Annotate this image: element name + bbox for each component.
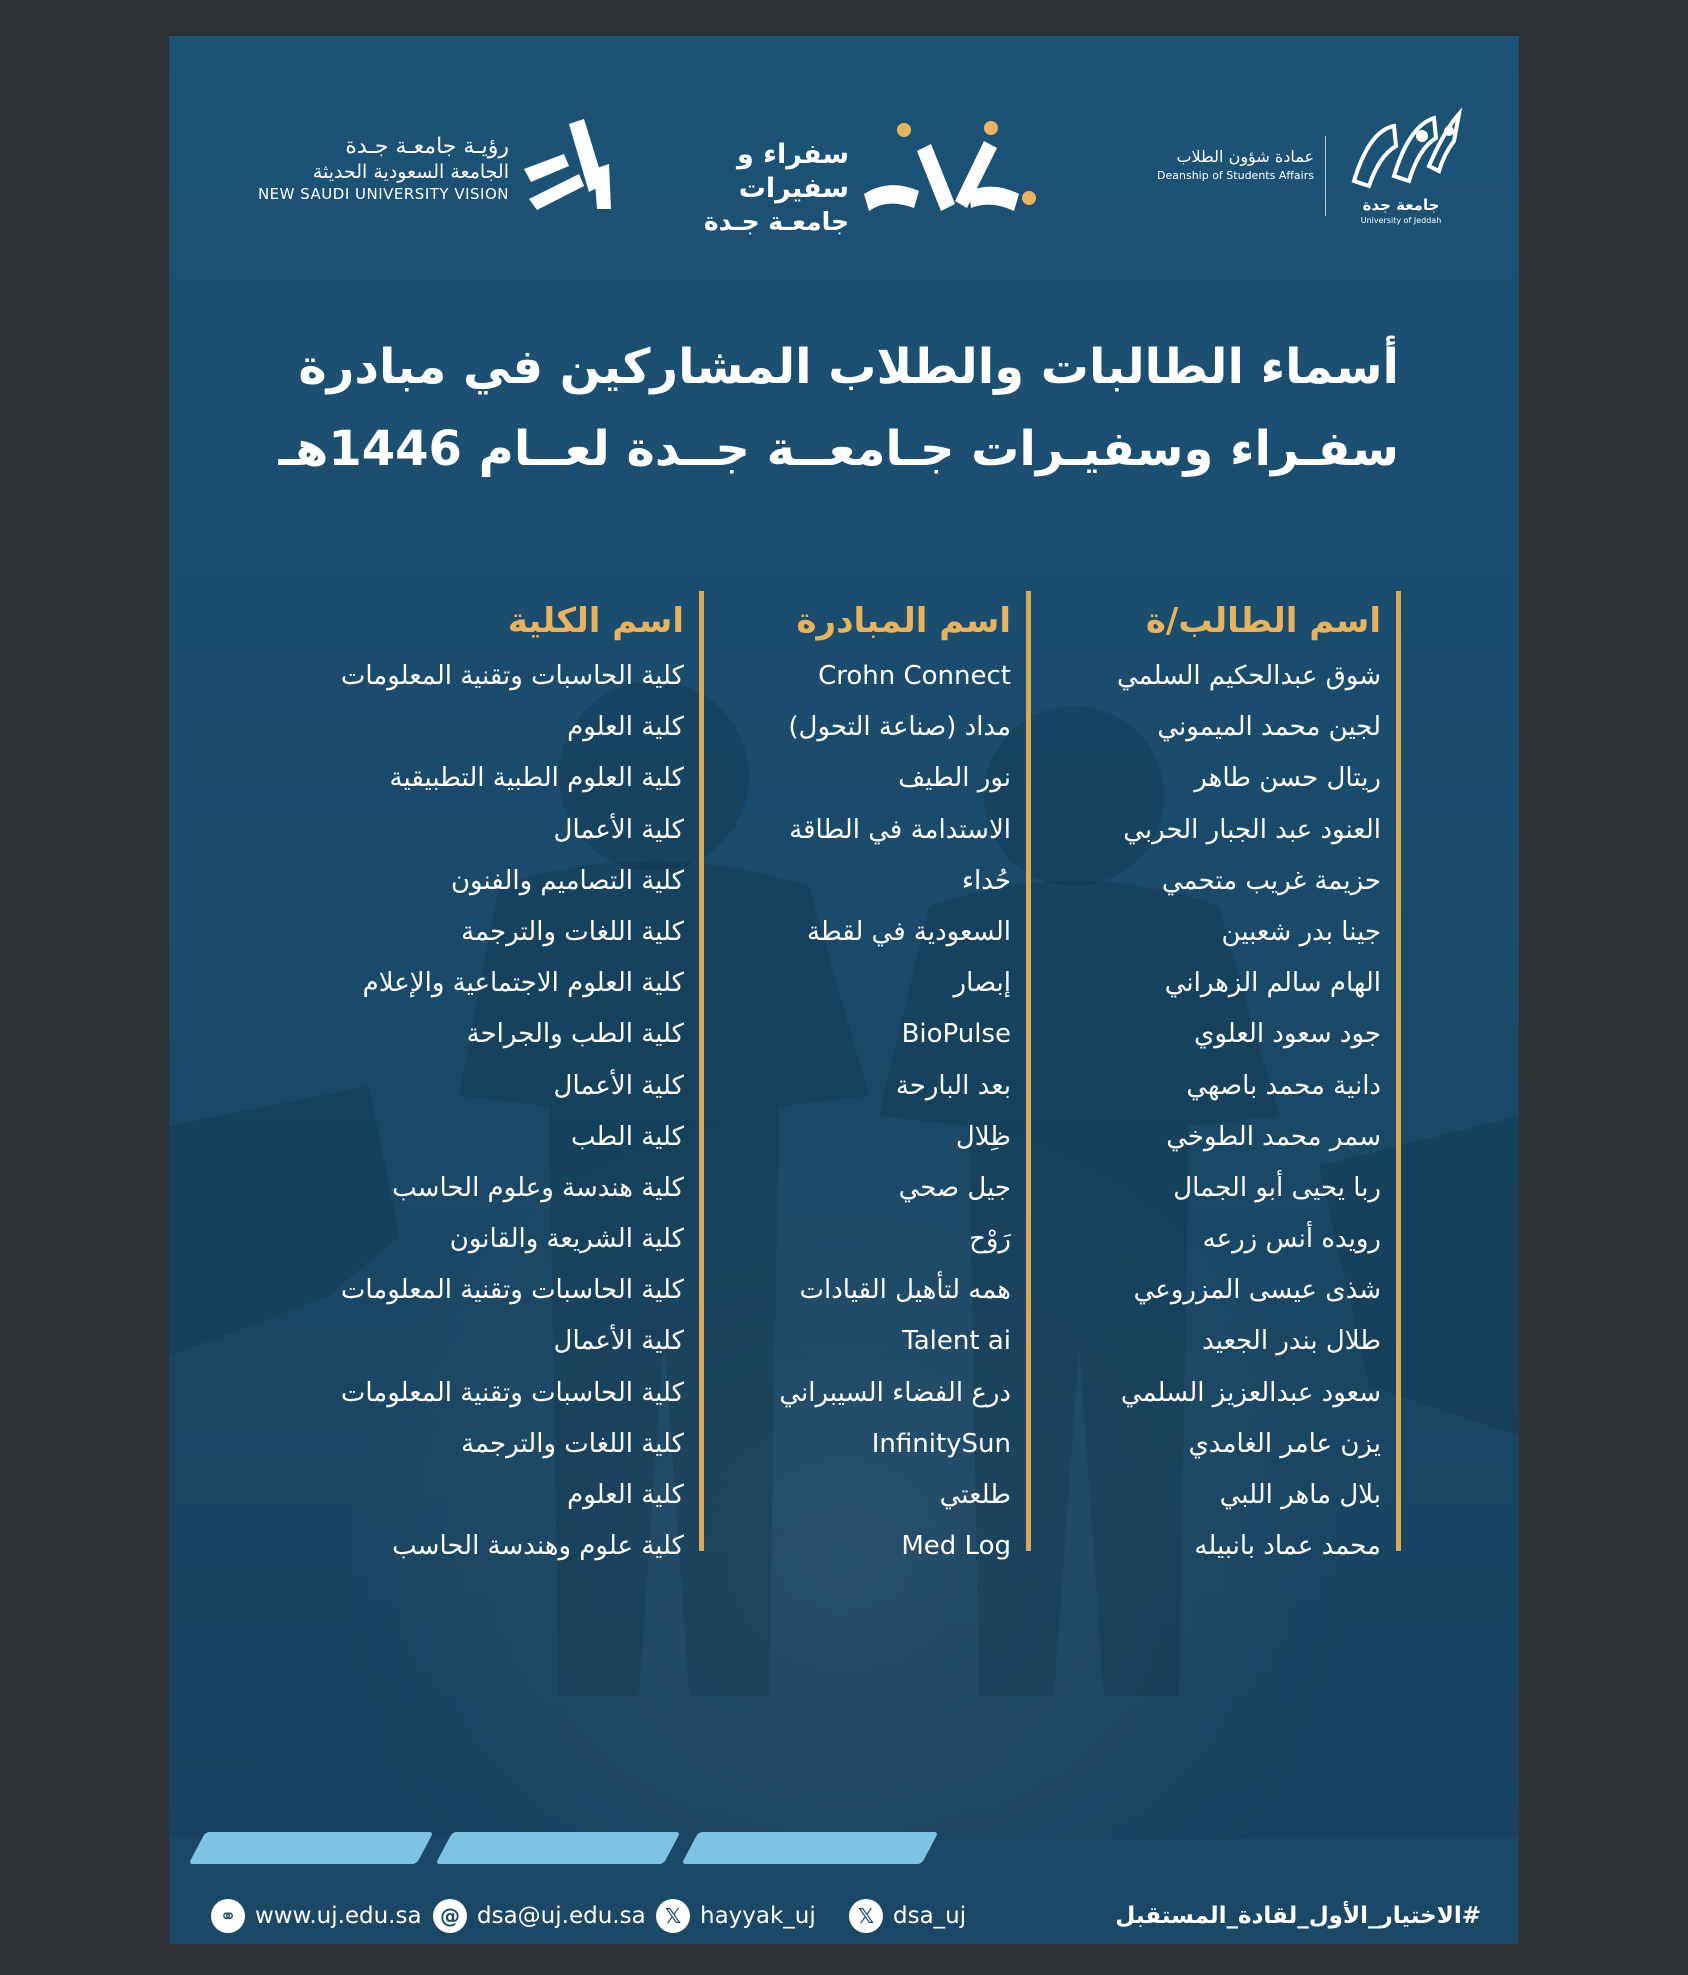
initiative-name: إبصار (953, 968, 1011, 999)
colleges-heading: اسم الكلية (507, 601, 684, 641)
student-name: جود سعود العلوي (1193, 1019, 1381, 1050)
initiative-name: طلعتي (939, 1480, 1011, 1510)
page-title (229, 326, 1399, 490)
college-name: كلية التصاميم والفنون (450, 865, 684, 896)
college-name: كلية العلوم الطبية التطبيقية (389, 763, 684, 794)
initiative-name: درع الفضاء السيبراني (779, 1377, 1011, 1408)
initiative-name: جيل صحي (898, 1172, 1011, 1203)
college-name: كلية الحاسبات وتقنية المعلومات (340, 1377, 684, 1408)
student-name: جينا بدر شعبين (1221, 916, 1381, 947)
initiative-name: Med Log (901, 1531, 1011, 1562)
ambassadors-logo-icon (859, 116, 1039, 221)
ambassadors-line1: سفراء و سفيرات (736, 139, 849, 204)
deanship-text (1157, 146, 1314, 184)
students-list (1049, 651, 1401, 1572)
initiative-name: InfinitySun (871, 1428, 1011, 1459)
at-icon: @ (433, 1899, 467, 1933)
college-name: كلية العلوم (567, 1480, 684, 1510)
initiative-name: الاستدامة في الطاقة (789, 814, 1011, 845)
vision-text (258, 134, 509, 204)
ambassadors-line2: جامعـة جـدة (703, 207, 849, 236)
x-account-link-dsa[interactable] (849, 1896, 966, 1936)
column-divider (699, 591, 704, 1551)
vision-arabic-line2: الجامعة السعودية الحديثة (312, 161, 509, 183)
college-name: كلية الطب والجراحة (466, 1019, 684, 1050)
student-name: لجين محمد الميموني (1157, 712, 1381, 743)
student-name: ربا يحيى أبو الجمال (1173, 1172, 1381, 1203)
column-divider (1396, 591, 1401, 1551)
email-link[interactable] (433, 1896, 646, 1936)
vision-logo-block (199, 94, 619, 214)
college-name: كلية الحاسبات وتقنية المعلومات (340, 661, 684, 691)
college-name: كلية العلوم (567, 712, 684, 743)
initiative-name: مداد (صناعة التحول) (788, 712, 1011, 743)
initiative-name: رَوْح (969, 1224, 1011, 1255)
college-name: كلية علوم وهندسة الحاسب (392, 1531, 684, 1562)
student-name: دانية محمد باصهي (1186, 1070, 1381, 1101)
website-text: www.uj.edu.sa (255, 1903, 422, 1929)
student-name: حزيمة غريب متحمي (1161, 865, 1381, 896)
students-heading: اسم الطالب/ة (1145, 601, 1381, 641)
college-name: كلية الأعمال (553, 814, 684, 845)
initiatives-column (719, 591, 1031, 1572)
initiative-name: حُداء (961, 865, 1011, 896)
college-name: كلية اللغات والترجمة (461, 1428, 684, 1459)
header-divider (1325, 136, 1326, 216)
college-name: كلية العلوم الاجتماعية والإعلام (362, 968, 684, 999)
vision-english: NEW SAUDI UNIVERSITY VISION (257, 185, 509, 203)
college-name: كلية الحاسبات وتقنية المعلومات (340, 1275, 684, 1306)
deanship-english: Deanship of Students Affairs (1157, 169, 1314, 182)
student-name: شوق عبدالحكيم السلمي (1116, 661, 1381, 691)
college-name: كلية هندسة وعلوم الحاسب (392, 1172, 684, 1203)
colleges-column (249, 591, 704, 1572)
ambassadors-logo-block (639, 96, 1059, 236)
university-logo-block (1129, 96, 1499, 236)
x-logo-icon: 𝕏 (656, 1899, 690, 1933)
college-name: كلية الشريعة والقانون (449, 1224, 684, 1255)
initiative-name: BioPulse (901, 1019, 1011, 1050)
x-handle-text: dsa_uj (893, 1903, 967, 1929)
footer-stripe (435, 1832, 680, 1864)
x-account-link-hayyak[interactable] (656, 1896, 816, 1936)
student-name: سعود عبدالعزيز السلمي (1120, 1377, 1381, 1408)
student-name: الهام سالم الزهراني (1164, 968, 1381, 999)
student-name: العنود عبد الجبار الحربي (1123, 814, 1381, 845)
college-name: كلية الطب (570, 1121, 684, 1152)
college-name: كلية الأعمال (553, 1070, 684, 1101)
initiative-name: ظِلال (955, 1121, 1011, 1152)
initiative-name: بعد البارحة (895, 1070, 1011, 1101)
deanship-arabic: عمادة شؤون الطلاب (1176, 147, 1314, 166)
vision-logo-icon (509, 114, 619, 214)
student-name: بلال ماهر اللبي (1219, 1480, 1381, 1510)
footer-stripe (681, 1832, 938, 1864)
university-name-english: University of Jeddah (1360, 216, 1442, 225)
column-divider (1026, 591, 1031, 1551)
x-handle-text: hayyak_uj (700, 1903, 816, 1929)
students-column (1049, 591, 1401, 1572)
vision-arabic-line1: رؤيـة جامعـة جـدة (345, 134, 509, 159)
initiative-name: همه لتأهيل القيادات (799, 1275, 1011, 1306)
student-name: محمد عماد بانبيله (1194, 1531, 1381, 1562)
student-name: رويده أنس زرعه (1202, 1224, 1381, 1255)
hashtag: #الاختيار_الأول_لقادة_المستقبل (1115, 1903, 1481, 1929)
title-line-1: أسماء الطالبات والطلاب المشاركين في مبادرة (298, 339, 1399, 395)
initiative-name: نور الطيف (898, 763, 1011, 794)
email-text: dsa@uj.edu.sa (477, 1903, 646, 1929)
globe-icon: ⚭ (211, 1899, 245, 1933)
initiative-name: Talent ai (902, 1326, 1011, 1357)
college-name: كلية اللغات والترجمة (461, 916, 684, 947)
student-name: ريتال حسن طاهر (1194, 763, 1381, 794)
colleges-list (249, 651, 704, 1572)
footer-stripe (188, 1832, 433, 1864)
title-line-2: سفـراء وسفيـرات جـامعــة جــدة لعــام 1446هـ (278, 421, 1399, 477)
footer-contacts (169, 1896, 1519, 1936)
college-name: كلية الأعمال (553, 1326, 684, 1357)
initiatives-list (719, 651, 1031, 1572)
student-name: طلال بندر الجعيد (1202, 1326, 1381, 1357)
ambassadors-text (679, 138, 849, 238)
university-name-arabic: جامعة جدة (1362, 196, 1440, 214)
poster (169, 36, 1519, 1944)
initiatives-heading: اسم المبادرة (796, 601, 1011, 641)
student-name: شذى عيسى المزروعي (1133, 1275, 1381, 1306)
initiative-name: Crohn Connect (818, 661, 1011, 691)
student-name: سمر محمد الطوخي (1166, 1121, 1381, 1152)
x-logo-icon: 𝕏 (849, 1899, 883, 1933)
website-link[interactable] (211, 1896, 422, 1936)
student-name: يزن عامر الغامدي (1188, 1428, 1381, 1459)
initiative-name: السعودية في لقطة (806, 916, 1011, 947)
